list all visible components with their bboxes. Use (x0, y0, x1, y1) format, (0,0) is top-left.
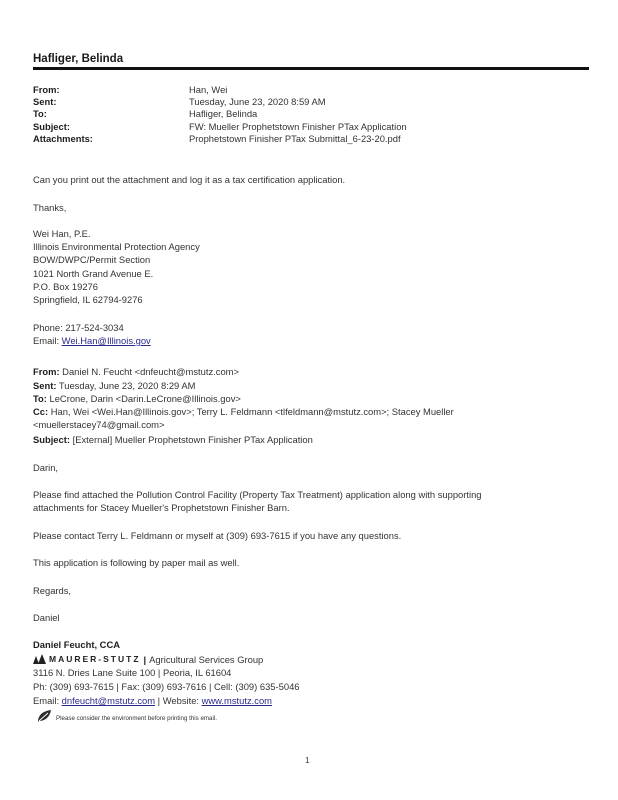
to-value: Hafliger, Belinda (189, 108, 258, 119)
greeting: Darin, (33, 462, 59, 473)
message-paragraph: Please contact Terry L. Feldmann or myself at (309) 693-7615 if you have any questions. (33, 530, 402, 541)
email-label: Email: (33, 335, 62, 346)
fwd-subject-value: [External] Mueller Prophetstown Finisher PTax Application (72, 434, 313, 445)
fwd-from-value: Daniel N. Feucht <dnfeucht@mstutz.com> (62, 366, 239, 377)
attachments-label: Attachments: (33, 133, 93, 144)
fwd-cc-label: Cc: (33, 406, 49, 417)
signature-line: BOW/DWPC/Permit Section (33, 254, 151, 265)
maurer-stutz-logo (33, 653, 263, 665)
signature-line: P.O. Box 19276 (33, 281, 98, 292)
fwd-to-value: LeCrone, Darin <Darin.LeCrone@Illinois.gov> (49, 393, 241, 404)
fwd-subject-row (33, 434, 313, 446)
regards-text: Regards, (33, 585, 72, 596)
signature-email-row (33, 335, 151, 347)
fwd-from-row (33, 366, 239, 378)
signature-line: Illinois Environmental Protection Agency (33, 241, 200, 252)
footer-address: 3116 N. Dries Lane Suite 100 | Peoria, IL 61604 (33, 667, 232, 678)
sent-label: Sent: (33, 96, 57, 107)
message-paragraph-cont: attachments for Stacey Mueller's Prophetstown Finisher Barn. (33, 502, 290, 513)
signature-line: 1021 North Grand Avenue E. (33, 268, 154, 279)
leaf-icon (36, 709, 53, 723)
footer-email-link[interactable]: dnfeucht@mstutz.com (61, 695, 156, 706)
from-value: Han, Wei (189, 84, 228, 95)
mailbox-owner-name: Hafliger, Belinda (33, 53, 124, 65)
footer-email-label: Email: (33, 695, 62, 706)
fwd-cc-value-cont: <muellerstacey74@gmail.com> (33, 419, 165, 430)
from-label: From: (33, 84, 60, 95)
signature-line: Springfield, IL 62794-9276 (33, 294, 143, 305)
message-paragraph: This application is following by paper mail as well. (33, 557, 240, 568)
message-paragraph: Please find attached the Pollution Control Facility (Property Tax Treatment) application along with supporting (33, 489, 482, 500)
company-logo-icon (33, 654, 47, 664)
sent-value: Tuesday, June 23, 2020 8:59 AM (189, 96, 326, 107)
page-number: 1 (305, 756, 310, 765)
logo-separator: | (143, 653, 147, 665)
fwd-sent-value: Tuesday, June 23, 2020 8:29 AM (58, 380, 196, 391)
attachment-filename[interactable]: Prophetstown Finisher PTax Submittal_6-23-20.pdf (189, 133, 401, 144)
website-link[interactable]: www.mstutz.com (201, 695, 272, 706)
fwd-to-row (33, 393, 241, 405)
fwd-cc-value: Han, Wei <Wei.Han@Illinois.gov>; Terry L. Feldmann <tlfeldmann@mstutz.com>; Stacey Mueller (50, 406, 454, 417)
fwd-sent-label: Sent: (33, 380, 57, 391)
email-link[interactable]: Wei.Han@Illinois.gov (61, 335, 151, 346)
fwd-sent-row (33, 380, 195, 392)
fwd-from-label: From: (33, 366, 60, 377)
service-group: Agricultural Services Group (149, 653, 264, 665)
footer-contact-row (33, 695, 272, 707)
to-label: To: (33, 108, 47, 119)
website-label: | Website: (155, 695, 202, 706)
request-text: Can you print out the attachment and log it as a tax certification application. (33, 174, 346, 185)
footer-phones: Ph: (309) 693-7615 | Fax: (309) 693-7616 | Cell: (309) 635-5046 (33, 681, 300, 692)
subject-label: Subject: (33, 121, 70, 132)
thanks-text: Thanks, (33, 202, 67, 213)
signature-phone: Phone: 217-524-3034 (33, 322, 124, 333)
environment-note: Please consider the environment before printing this email. (56, 715, 217, 722)
subject-value: FW: Mueller Prophetstown Finisher PTax Application (189, 121, 407, 132)
sender-first-name: Daniel (33, 612, 60, 623)
footer-sig-name: Daniel Feucht, CCA (33, 639, 120, 650)
signature-line: Wei Han, P.E. (33, 228, 91, 239)
header-rule (33, 67, 589, 70)
fwd-cc-row (33, 406, 454, 418)
fwd-to-label: To: (33, 393, 47, 404)
logo-text: MAURER-STUTZ (49, 654, 141, 664)
fwd-subject-label: Subject: (33, 434, 70, 445)
